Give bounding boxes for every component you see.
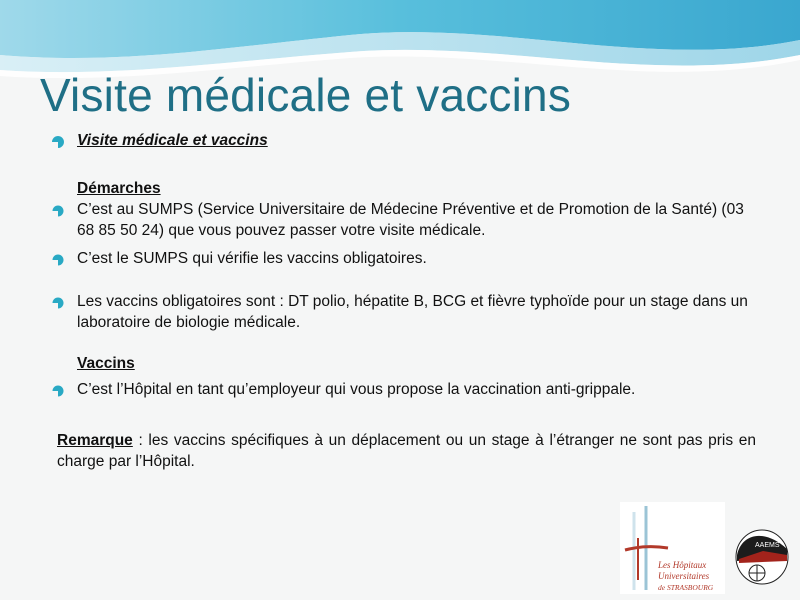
remark-text: : les vaccins spécifiques à un déplacement ou un stage à l’étranger ne sont pas pris en charge par l’Hôpital. (57, 432, 756, 470)
bullet-text: C’est le SUMPS qui vérifie les vaccins obligatoires. (77, 250, 427, 267)
bullet-text: C’est au SUMPS (Service Universitaire de Médecine Préventive et de Promotion de la Santé) (03 68 85 50 24) que vous pouvez passer votre visite médicale. (77, 201, 744, 239)
remark-label: Remarque (57, 432, 133, 449)
section-title-vaccins: Vaccins (77, 355, 135, 372)
hus-logo-line2: Universitaires (658, 571, 710, 581)
content-heading: Visite médicale et vaccins (77, 132, 268, 149)
hus-logo-line1: Les Hôpitaux (658, 560, 707, 570)
aaems-logo (733, 525, 791, 587)
section-title-demarches: Démarches (77, 180, 161, 197)
aaems-logo-label: AAEMS (755, 542, 780, 549)
remark-paragraph (57, 430, 756, 472)
bullet-text: Les vaccins obligatoires sont : DT polio, hépatite B, BCG et fièvre typhoïde pour un stage dans un laboratoire de biologie médicale. (77, 293, 748, 331)
hus-logo (620, 502, 725, 594)
slide-title: Visite médicale et vaccins (40, 69, 572, 121)
bullet-text: C’est l’Hôpital en tant qu’employeur qui vous propose la vaccination anti-grippale. (77, 381, 636, 398)
hus-logo-line3: de STRASBOURG (658, 583, 714, 592)
